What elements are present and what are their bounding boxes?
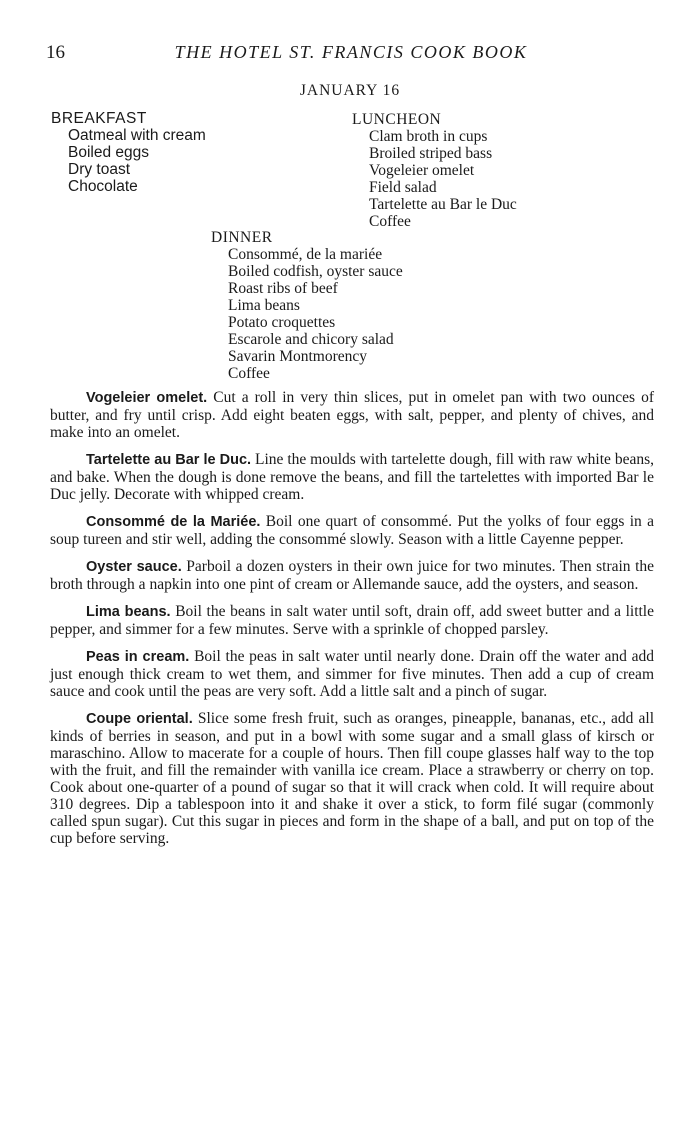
menu-date: JANUARY 16 <box>299 82 401 99</box>
recipe-text: Line the moulds with tartelette dough, fill with raw white beans, and bake. When the dough is done remove the beans, and fill the tartelettes with imported Bar le Duc jelly. Decorate with whipped cream. <box>50 451 654 503</box>
menu-item: Broiled striped bass <box>369 145 493 162</box>
recipe-title: Coupe oriental. <box>86 711 193 727</box>
recipe-text: Boil the beans in salt water until soft, drain off, add sweet butter and a little pepper, and simmer for a few minutes. Serve with a sprinkle of chopped parsley. <box>50 603 654 638</box>
recipe-text: Cut a roll in very thin slices, put in omelet pan with two ounces of butter, and fry until crisp. Add eight beaten eggs, with salt, pepper, and plenty of chives, and make into an omelet. <box>50 389 655 441</box>
recipe-text: Boil one quart of consommé. Put the yolks of four eggs in a soup tureen and stir well, adding the consommé slowly. Season with a little Cayenne pepper. <box>50 513 655 548</box>
menu-item: Coffee <box>369 213 411 230</box>
menu-item: Tartelette au Bar le Duc <box>369 196 517 213</box>
recipes-section <box>50 389 654 857</box>
menu-item: Coffee <box>228 365 270 382</box>
menu-item: Oatmeal with cream <box>68 127 206 144</box>
dinner-menu <box>211 229 403 382</box>
recipe-paragraph <box>50 603 654 638</box>
page-header <box>46 42 656 72</box>
menu-item: Field salad <box>369 179 437 196</box>
breakfast-heading: BREAKFAST <box>51 110 147 127</box>
menu-item: Escarole and chicory salad <box>228 331 394 348</box>
menu-item: Chocolate <box>68 178 138 195</box>
menu-item: Potato croquettes <box>228 314 336 331</box>
menu-item: Vogeleier omelet <box>369 162 475 179</box>
recipe-title: Consommé de la Mariée. <box>86 514 261 530</box>
menu-item: Consommé, de la mariée <box>228 246 383 263</box>
recipe-paragraph <box>50 710 654 847</box>
recipe-title: Vogeleier omelet. <box>86 390 208 406</box>
recipe-text: Parboil a dozen oysters in their own juice for two minutes. Then strain the broth through a napkin into one pint of cream or Allemande sauce, add the oysters, and season. <box>50 558 655 593</box>
page-number: 16 <box>46 42 65 63</box>
recipe-paragraph <box>50 513 654 548</box>
recipe-title: Tartelette au Bar le Duc. <box>86 452 252 468</box>
recipe-paragraph <box>50 389 654 441</box>
luncheon-menu <box>352 111 517 230</box>
menu-item: Dry toast <box>68 161 131 178</box>
menu-item: Savarin Montmorency <box>228 348 368 365</box>
menu-item: Clam broth in cups <box>369 128 488 145</box>
running-title: THE HOTEL ST. FRANCIS COOK BOOK <box>174 42 528 62</box>
menu-item: Boiled codfish, oyster sauce <box>228 263 403 280</box>
recipe-text: Boil the peas in salt water until nearly done. Drain off the water and add just enough thick cream to wet them, and simmer for five minutes. Then add a cup of cream sauce and cook until the peas are very soft. Add a little salt and a pinch of sugar. <box>50 648 654 700</box>
recipe-paragraph <box>50 648 654 700</box>
recipe-paragraph <box>50 451 654 503</box>
breakfast-menu <box>51 110 206 195</box>
menu-item: Roast ribs of beef <box>228 280 338 297</box>
menu-item: Boiled eggs <box>68 144 150 161</box>
menu-item: Lima beans <box>228 297 300 314</box>
recipe-title: Lima beans. <box>86 604 171 620</box>
recipe-paragraph <box>50 558 654 593</box>
dinner-heading: DINNER <box>211 229 273 246</box>
recipe-title: Oyster sauce. <box>86 559 182 575</box>
recipe-title: Peas in cream. <box>86 649 190 665</box>
recipe-text: Slice some fresh fruit, such as oranges, pineapple, bananas, etc., add all kinds of berries in season, and put in a bowl with some sugar and a small glass of kirsch or maraschino. Allow to macerate for a couple of hours. Then fill coupe glasses half way to the top with the fruit, and fill the remainder with vanilla ice cream. Place a strawberry or cherry on top. Cook about one-quarter of a pound of sugar so that it will crack when cold. It will require about 310 degrees. Dip a tablespoon into it and shake it over a stick, to form filé sugar (commonly called spun sugar). Cut this sugar in pieces and form in the shape of a ball, and put on top of the cup before serving. <box>50 710 654 847</box>
luncheon-heading: LUNCHEON <box>352 111 442 128</box>
